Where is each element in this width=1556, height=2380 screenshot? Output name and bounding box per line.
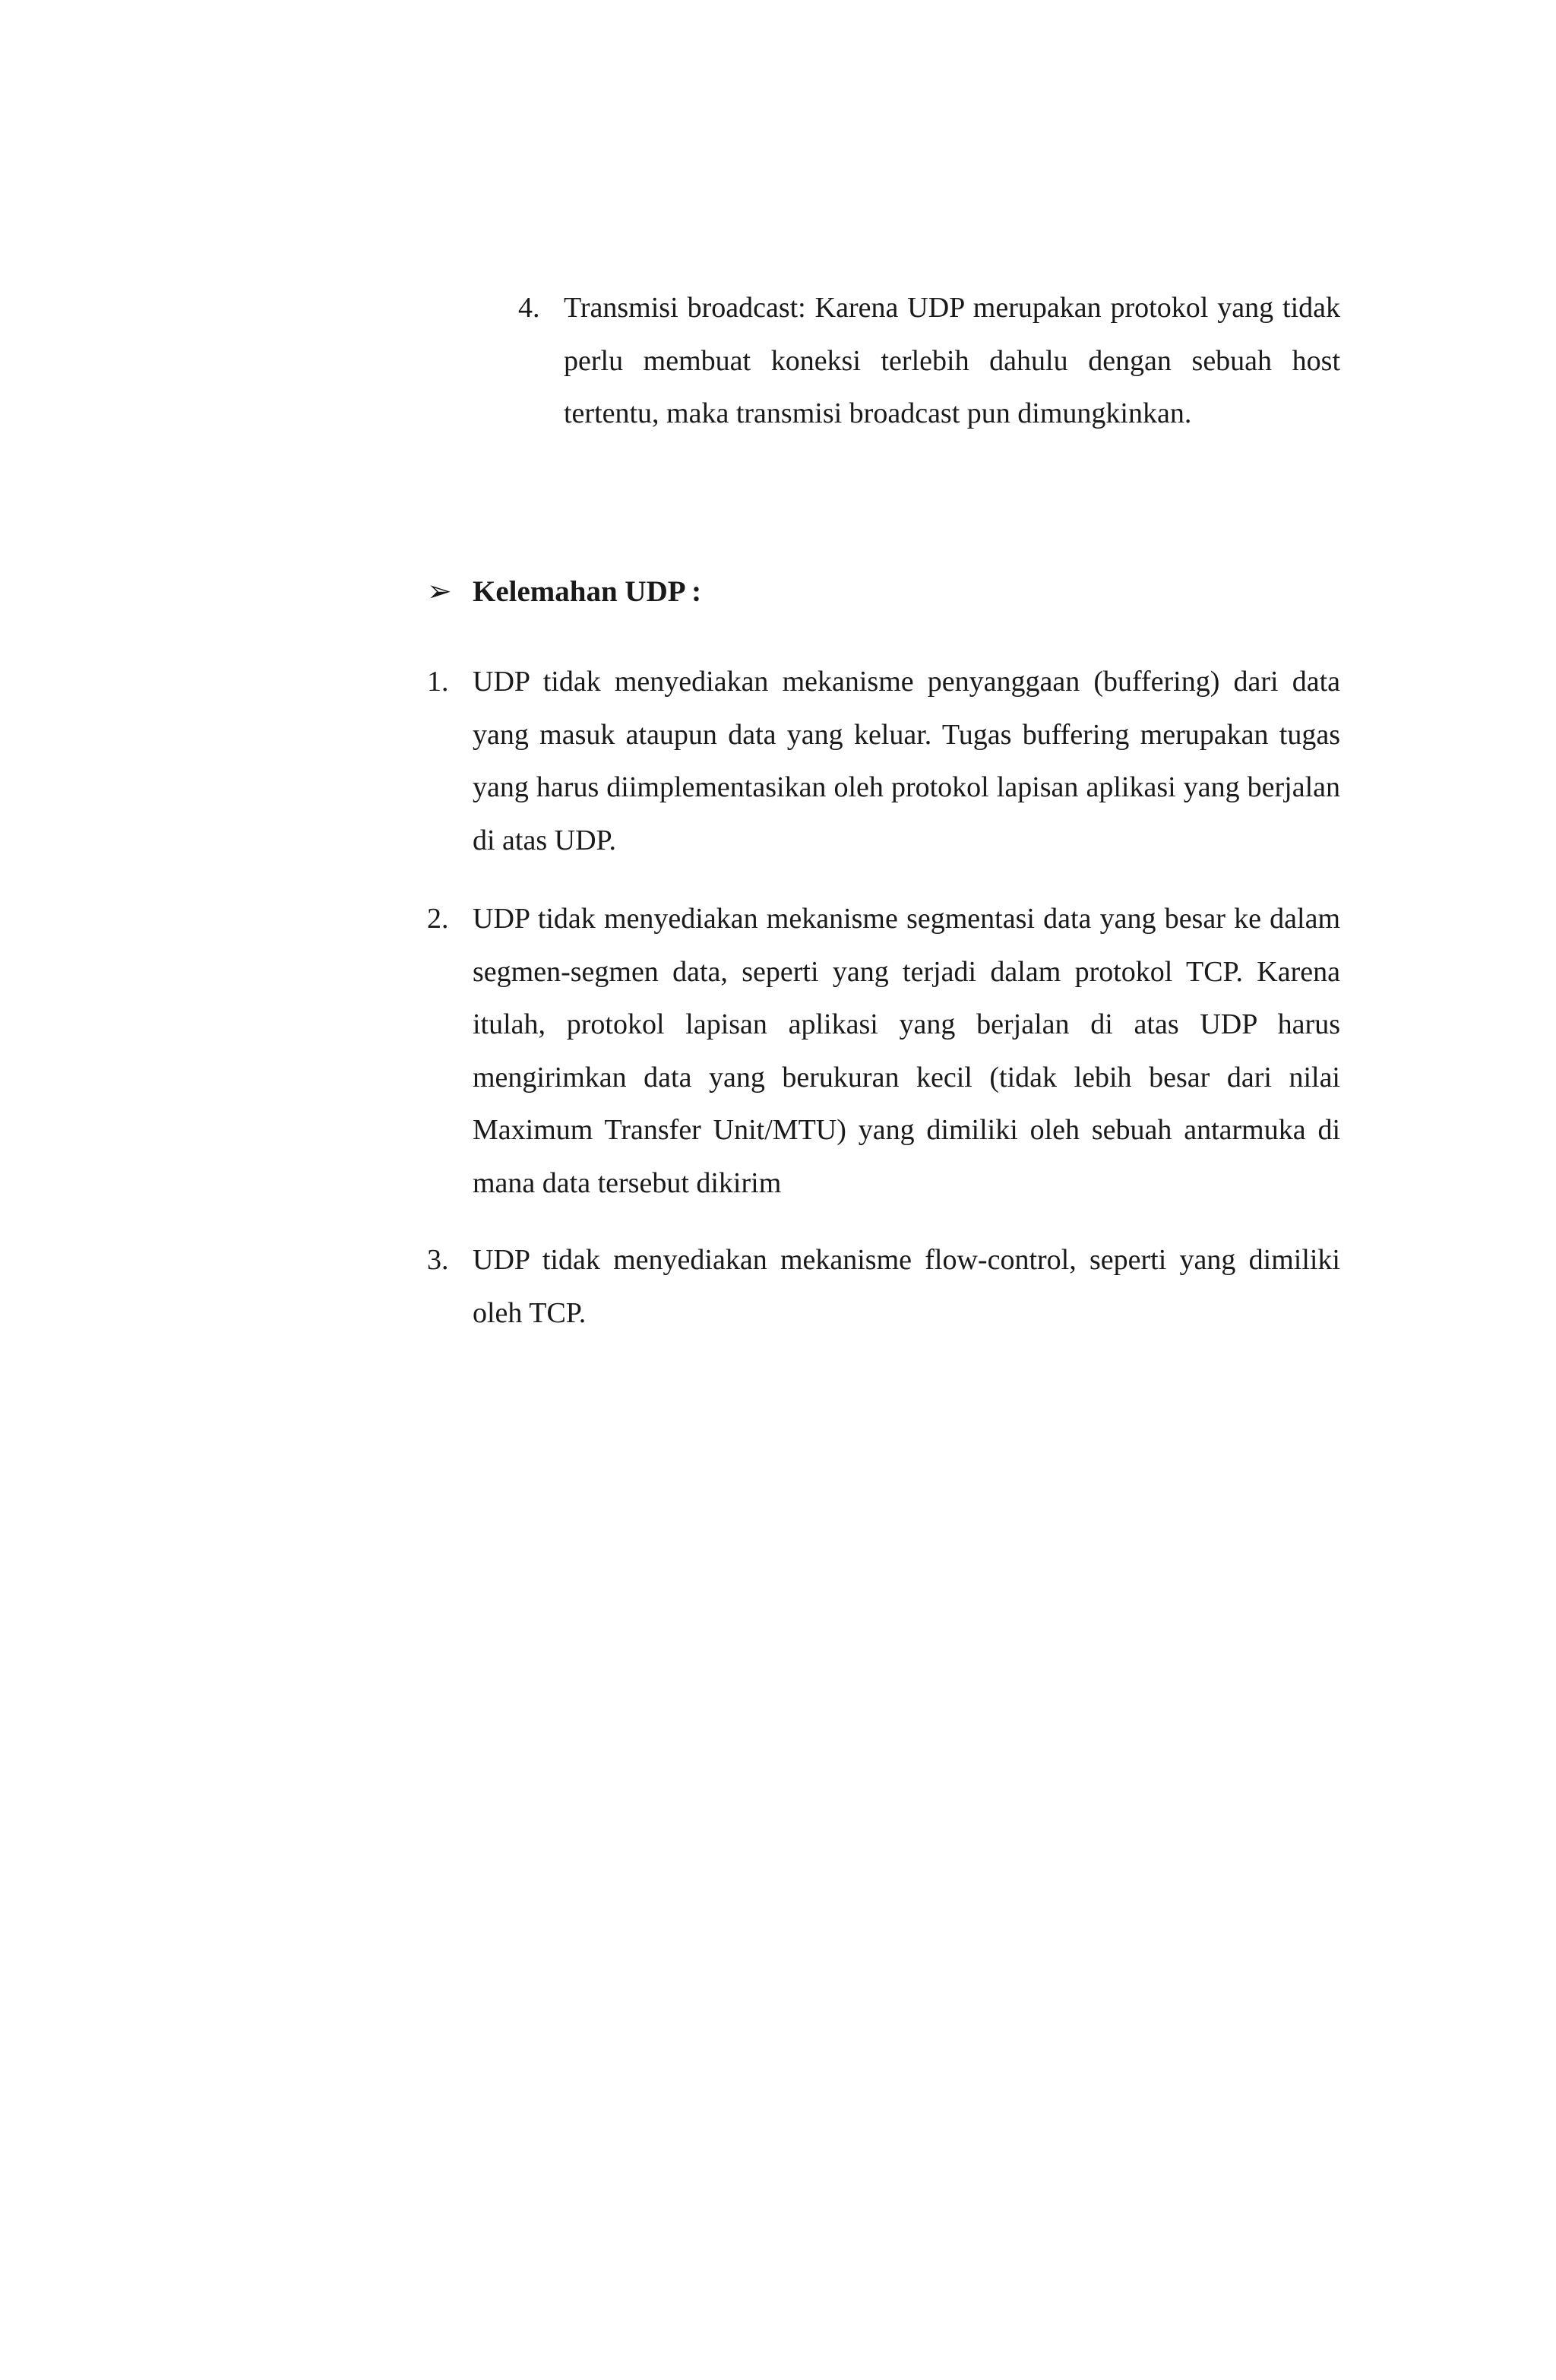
arrow-bullet-icon: ➢ <box>427 575 452 608</box>
list-item-text: UDP tidak menyediakan mekanisme segmentasi data yang besar ke dalam segmen-segmen data, seperti yang terjadi dalam protokol TCP. Karena itulah, protokol lapisan aplikasi yang berjalan di atas UDP harus mengirimkan data yang berukuran kecil (tidak lebih besar dari nilai Maximum Transfer Unit/MTU) yang dimiliki oleh sebuah antarmuka di mana data tersebut dikirim <box>473 903 1340 1199</box>
list-item-number: 3. <box>427 1244 449 1276</box>
list-item-text: Transmisi broadcast: Karena UDP merupakan protokol yang tidak perlu membuat koneksi terlebih dahulu dengan sebuah host tertentu, maka transmisi broadcast pun dimungkinkan. <box>564 292 1340 429</box>
list-item-number: 2. <box>427 903 449 935</box>
list-item <box>518 282 1340 441</box>
section-heading <box>427 565 701 619</box>
list-item-number: 4. <box>518 292 540 324</box>
section-heading-text: Kelemahan UDP : <box>473 575 702 608</box>
list-item <box>427 1234 1340 1340</box>
list-item-text: UDP tidak menyediakan mekanisme flow-control, seperti yang dimiliki oleh TCP. <box>473 1244 1340 1329</box>
list-item <box>427 656 1340 867</box>
list-item-text: UDP tidak menyediakan mekanisme penyanggaan (buffering) dari data yang masuk ataupun data yang keluar. Tugas buffering merupakan tugas yang harus diimplementasikan oleh protokol lapisan aplikasi yang berjalan di atas UDP. <box>473 666 1340 856</box>
list-item-number: 1. <box>427 666 449 698</box>
list-item <box>427 893 1340 1210</box>
